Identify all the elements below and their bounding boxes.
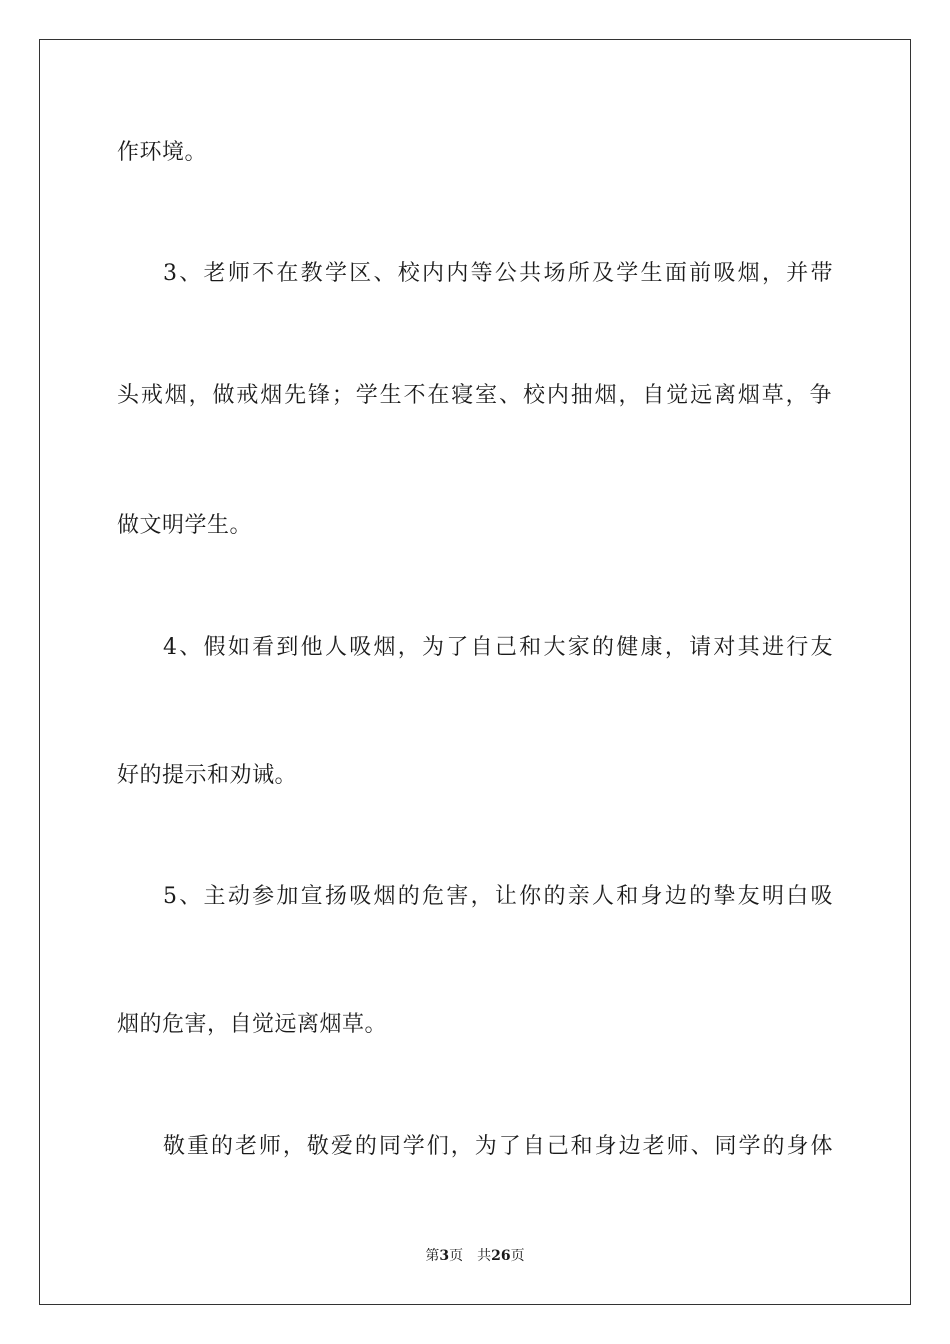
text-line-5: 4、假如看到他人吸烟，为了自己和大家的健康，请对其进行友 [163, 635, 833, 660]
page-prefix: 第 [425, 1248, 440, 1264]
total-suffix: 页 [510, 1248, 525, 1264]
text-line-8: 烟的危害，自觉远离烟草。 [117, 1012, 388, 1037]
page-footer [0, 1247, 950, 1265]
total-prefix: 共 [477, 1248, 492, 1264]
page-total: 26 [491, 1248, 511, 1264]
text-line-2: 3、老师不在教学区、校内内等公共场所及学生面前吸烟，并带 [163, 261, 833, 286]
text-line-4: 做文明学生。 [117, 513, 253, 538]
text-line-9: 敬重的老师，敬爱的同学们，为了自己和身边老师、同学的身体 [163, 1134, 833, 1159]
page-border [39, 39, 911, 1305]
text-line-1: 作环境。 [117, 140, 208, 165]
text-line-6: 好的提示和劝诫。 [117, 763, 298, 788]
page-suffix: 页 [449, 1248, 464, 1264]
text-line-3: 头戒烟，做戒烟先锋；学生不在寝室、校内抽烟，自觉远离烟草，争 [117, 383, 832, 408]
page-current: 3 [439, 1248, 450, 1264]
text-line-7: 5、主动参加宣扬吸烟的危害，让你的亲人和身边的挚友明白吸 [163, 884, 833, 909]
